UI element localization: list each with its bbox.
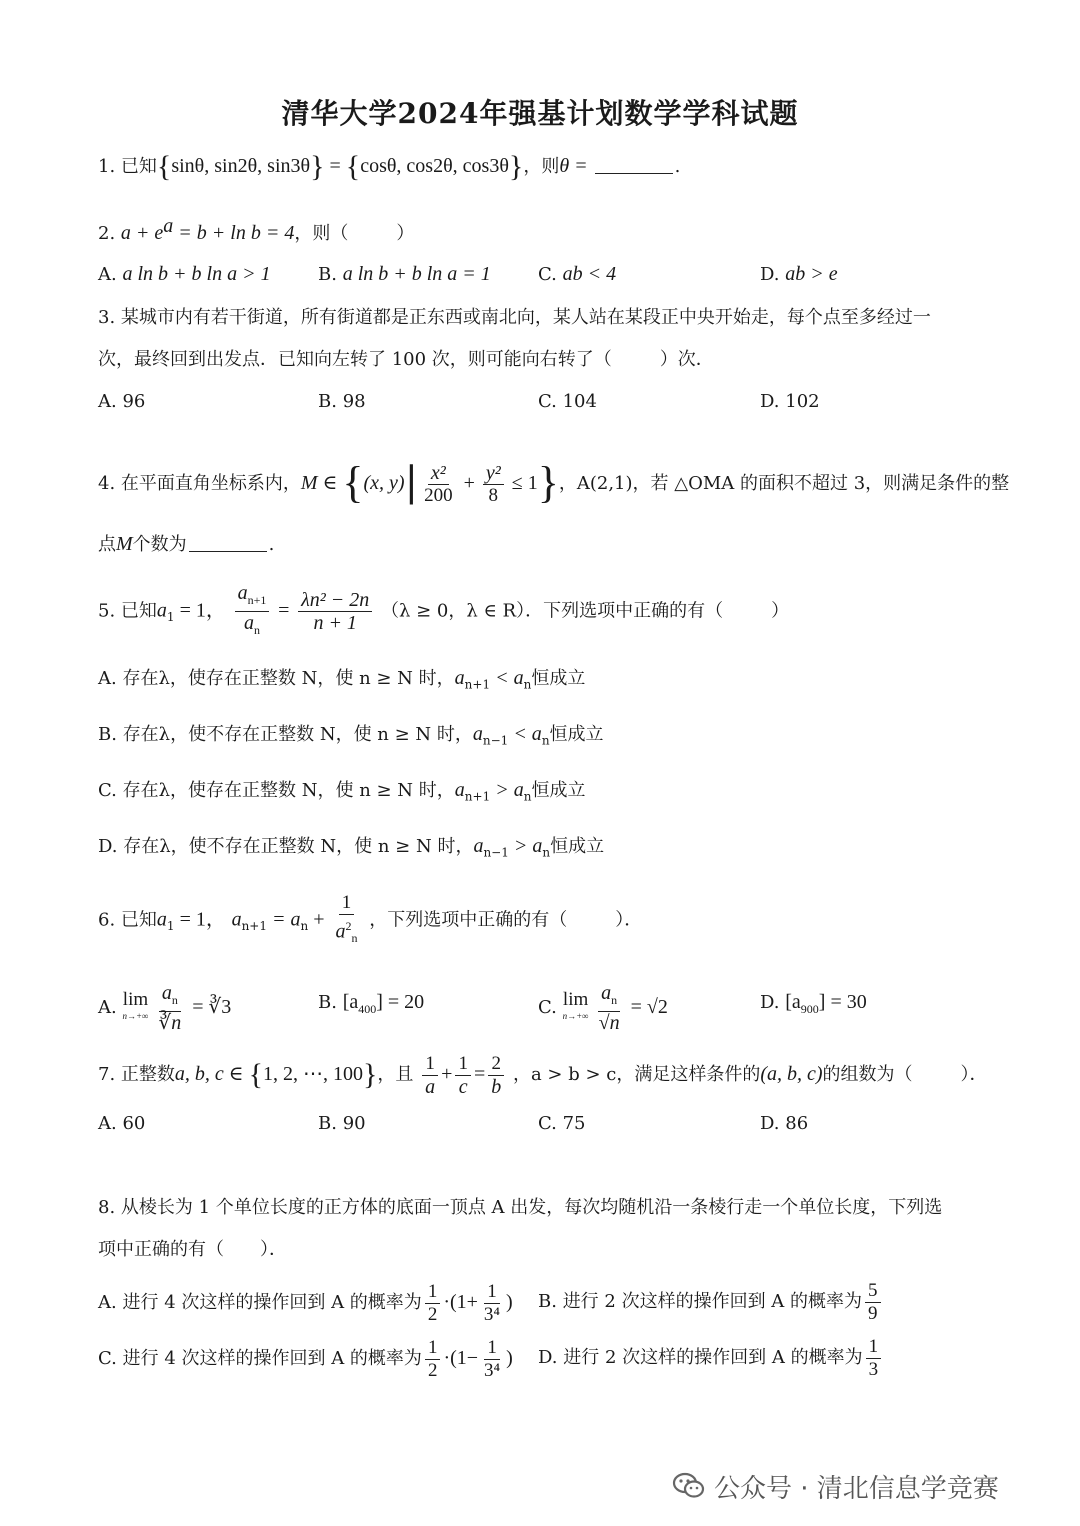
answer-blank [189,533,267,552]
q6-option-b[interactable]: B. $[a_{400}] = 20$ [318,991,425,1016]
q2-option-c[interactable]: C. ab < 4 [538,263,617,285]
q2-option-d[interactable]: D. ab > e [760,263,838,285]
q3-option-d[interactable]: D. 102 [760,391,820,412]
question-8-line-1: 8. 从棱长为 1 个单位长度的正方体的底面一顶点 A 出发，每次均随机沿一条棱行走一个单位长度，下列选 [98,1197,943,1218]
watermark-text: 公众号 · 清北信息学竞赛 [714,1473,999,1504]
q1-pre: 已知 [120,156,157,177]
watermark [672,1466,999,1506]
q8-option-a[interactable]: A. 进行 4 次这样的操作回到 A 的概率为 $\frac{1}{2}$ ·(1+ $\frac{1}{\text{3⁴}}$ ) [98,1280,513,1325]
q5-option-a[interactable]: A. 存在λ，使存在正整数 N，使 n ≥ N 时，$a_{n+1} < a_n$恒成立 [98,667,586,692]
q8-number: 8. [98,1197,116,1218]
question-6: 6. 已知$a_1 = 1$， $a_{n+1} = a_n$ + $\frac{1}{a^2_n}$ ，下列选项中正确的有（ ）． [98,892,642,952]
q3-option-a[interactable]: A. 96 [98,391,146,412]
q5-number: 5. [98,600,116,622]
q7-option-d[interactable]: D. 86 [760,1113,809,1134]
q8-option-c[interactable]: C. 进行 4 次这样的操作回到 A 的概率为 $\frac{1}{2}$ ·(1− $\frac{1}{\text{3⁴}}$ ) [98,1336,513,1381]
q2-number: 2. [98,223,116,244]
page-title: 清华大学2024年强基计划数学学科试题 [281,97,799,130]
q1-number: 1. [98,156,116,177]
q6-option-c[interactable]: C. lim n→+∞ $\frac{a_n}{√n}$ = √2 [538,982,668,1034]
question-1: 1. 已知{sinθ, sin2θ, sin3θ} = {cosθ, cos2θ, cos3θ}，则θ = . [98,150,681,183]
q5-option-d[interactable]: D. 存在λ，使不存在正整数 N，使 n ≥ N 时，$a_{n-1} > a_n$恒成立 [98,835,605,860]
wechat-icon [672,1469,706,1503]
q6-option-a[interactable]: A. lim n→+∞ $\frac{a_n}{∛n}$ = ∛3 [98,982,232,1034]
answer-blank [595,155,673,174]
q7-number: 7. [98,1064,116,1085]
q5-option-b[interactable]: B. 存在λ，使不存在正整数 N，使 n ≥ N 时，$a_{n-1} < a_n$恒成立 [98,723,604,748]
q7-option-a[interactable]: A. 60 [98,1113,146,1134]
question-3-line-1: 3. 某城市内有若干街道，所有街道都是正东西或南北向，某人站在某段正中央开始走，每个点至多经过一 [98,307,931,328]
q4-fraction-x: $\frac{\text{x²}}{200}$ [424,461,453,506]
q5-ratio: $\frac{a_{n+1}}{a_n}$ [235,582,270,641]
q8-option-d[interactable]: D. 进行 2 次这样的操作回到 A 的概率为 $\frac{1}{3}$ [538,1334,884,1382]
q4-number: 4. [98,473,116,494]
question-4-line-1: 4. 在平面直角坐标系内，M ∈ {(x, y)| $\frac{\text{x²}}{200}$ + $\frac{\text{y²}}{8}$ ≤ 1}，A(2,1)，若 △OMA 的面积不超过 3，则满足条件的整 [98,458,1010,507]
q7-option-b[interactable]: B. 90 [318,1113,366,1134]
question-2: 2. $a + e^a = b + \ln b = 4$，则（ ） [98,215,415,244]
question-8-line-2: 项中正确的有（ ）． [98,1239,287,1260]
q3-number: 3. [98,307,116,328]
q5-option-c[interactable]: C. 存在λ，使存在正整数 N，使 n ≥ N 时，$a_{n+1} > a_n$恒成立 [98,779,586,804]
q3-option-b[interactable]: B. 98 [318,391,366,412]
q4-fraction-y: $\frac{\text{y²}}{8}$ [483,462,504,507]
q2-option-b[interactable]: B. a ln b + b ln a = 1 [318,263,491,285]
question-7: 7. 正整数a, b, c ∈ {1, 2, ⋯, 100}，且 $\frac{1}{a}$ + $\frac{1}{c}$ = $\frac{2}{b}$ ，a > b > c，满足这样条件的(a, b, c)的组数为（ ）． [98,1052,988,1098]
q8-option-b[interactable]: B. 进行 2 次这样的操作回到 A 的概率为 $\frac{5}{9}$ [538,1278,884,1326]
q6-recurrence-fraction: $\frac{1}{a^2_n}$ [335,892,358,946]
question-5: 5. 已知$a_1 = 1$， $\frac{a_{n+1}}{a_n}$ = $\frac{\text{λn² − 2n}}{n + 1}$ （λ ≥ 0，λ ∈ R）．下列选项中正确的有（ ） [98,582,789,641]
question-3-line-2: 次，最终回到出发点．已知向左转了 100 次，则可能向右转了（ ）次． [98,349,714,370]
q6-option-d[interactable]: D. $[a_{900}] = 30$ [760,991,867,1016]
q3-option-c[interactable]: C. 104 [538,391,597,412]
q7-option-c[interactable]: C. 75 [538,1113,586,1134]
q5-rhs: $\frac{\text{λn² − 2n}}{n + 1}$ [298,589,372,634]
q1-rhs-set: cosθ, cos2θ, cos3θ [360,155,509,177]
q6-number: 6. [98,909,116,931]
question-4-line-2: 点M个数为 . [98,533,275,555]
q2-option-a[interactable]: A. a ln b + b ln a > 1 [98,263,271,285]
q1-lhs-set: sinθ, sin2θ, sin3θ [171,155,311,177]
